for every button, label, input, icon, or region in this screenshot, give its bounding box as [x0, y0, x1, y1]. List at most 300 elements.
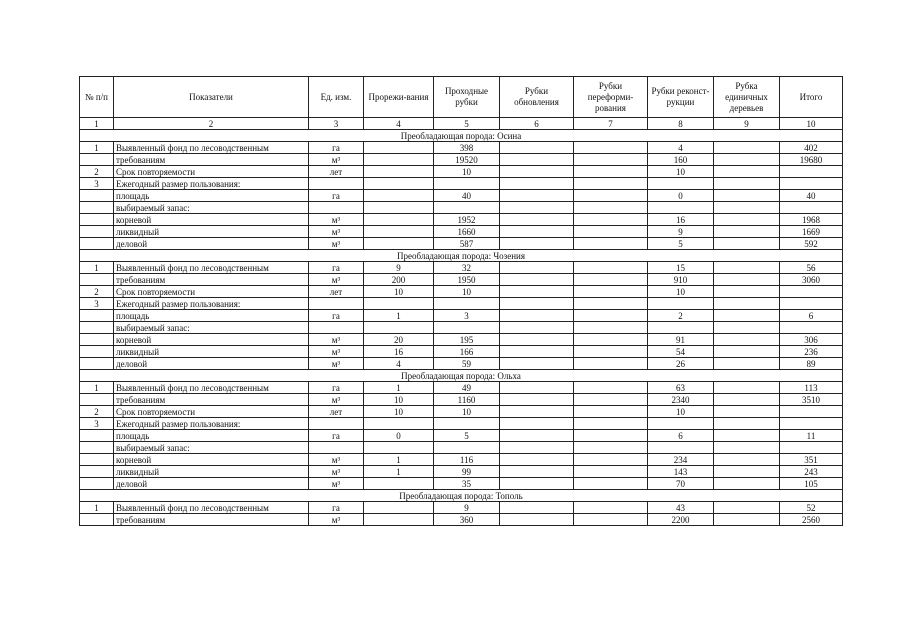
column-number: 10: [780, 118, 843, 130]
row-label: ликвидный: [114, 226, 309, 238]
total-value: [780, 418, 843, 430]
reconstruction-value: 0: [648, 190, 714, 202]
column-number: 4: [364, 118, 434, 130]
thinning-value: 9: [364, 262, 434, 274]
thinning-value: [364, 142, 434, 154]
table-row: [80, 346, 843, 358]
renewal-value: [500, 322, 574, 334]
column-number: 6: [500, 118, 574, 130]
table-row: [80, 310, 843, 322]
table-body: [80, 77, 843, 526]
row-unit: га: [309, 430, 364, 442]
passage-value: 166: [434, 346, 500, 358]
table-row: [80, 178, 843, 190]
reformation-value: [574, 430, 648, 442]
renewal-value: [500, 382, 574, 394]
row-number: 2: [80, 406, 114, 418]
total-value: 592: [780, 238, 843, 250]
passage-value: 3: [434, 310, 500, 322]
passage-value: 10: [434, 406, 500, 418]
row-unit: м³: [309, 154, 364, 166]
row-label: Срок повторяемости: [114, 166, 309, 178]
row-unit: [309, 202, 364, 214]
row-label: требованиям: [114, 394, 309, 406]
passage-value: [434, 178, 500, 190]
total-value: 3510: [780, 394, 843, 406]
reformation-value: [574, 346, 648, 358]
single-tree-value: [714, 454, 780, 466]
reconstruction-value: [648, 298, 714, 310]
row-number: 3: [80, 298, 114, 310]
thinning-value: 4: [364, 358, 434, 370]
row-number: [80, 442, 114, 454]
header-cell-indicators: Показатели: [114, 77, 309, 118]
table-row: [80, 418, 843, 430]
row-unit: [309, 178, 364, 190]
reconstruction-value: 54: [648, 346, 714, 358]
total-value: 11: [780, 430, 843, 442]
thinning-value: 1: [364, 454, 434, 466]
single-tree-value: [714, 262, 780, 274]
reconstruction-value: 2200: [648, 514, 714, 526]
thinning-value: [364, 502, 434, 514]
row-label: ликвидный: [114, 346, 309, 358]
section-title: Преобладающая порода: Осина: [80, 130, 843, 142]
passage-value: [434, 322, 500, 334]
row-label: корневой: [114, 454, 309, 466]
renewal-value: [500, 466, 574, 478]
row-unit: лет: [309, 166, 364, 178]
header-cell-unit: Ед. изм.: [309, 77, 364, 118]
table-row: [80, 166, 843, 178]
reformation-value: [574, 478, 648, 490]
single-tree-value: [714, 166, 780, 178]
passage-value: 195: [434, 334, 500, 346]
row-number: [80, 334, 114, 346]
total-value: 3060: [780, 274, 843, 286]
passage-value: 1160: [434, 394, 500, 406]
table-row: [80, 442, 843, 454]
section-title: Преобладающая порода: Ольха: [80, 370, 843, 382]
single-tree-value: [714, 394, 780, 406]
reformation-value: [574, 154, 648, 166]
row-unit: м³: [309, 478, 364, 490]
reconstruction-value: 5: [648, 238, 714, 250]
passage-value: 587: [434, 238, 500, 250]
single-tree-value: [714, 154, 780, 166]
reformation-value: [574, 394, 648, 406]
renewal-value: [500, 238, 574, 250]
table-row: [80, 502, 843, 514]
thinning-value: [364, 238, 434, 250]
thinning-value: [364, 478, 434, 490]
single-tree-value: [714, 442, 780, 454]
reconstruction-value: 10: [648, 286, 714, 298]
table-row: [80, 238, 843, 250]
passage-value: 1950: [434, 274, 500, 286]
column-number: 7: [574, 118, 648, 130]
table-row: [80, 190, 843, 202]
total-value: 2560: [780, 514, 843, 526]
row-unit: м³: [309, 238, 364, 250]
total-value: 236: [780, 346, 843, 358]
single-tree-value: [714, 406, 780, 418]
row-label: площадь: [114, 190, 309, 202]
total-value: 56: [780, 262, 843, 274]
total-value: [780, 178, 843, 190]
row-unit: м³: [309, 358, 364, 370]
total-value: 243: [780, 466, 843, 478]
thinning-value: [364, 202, 434, 214]
reconstruction-value: 63: [648, 382, 714, 394]
section-row: [80, 250, 843, 262]
row-number: [80, 394, 114, 406]
single-tree-value: [714, 346, 780, 358]
single-tree-value: [714, 202, 780, 214]
section-title: Преобладающая порода: Чозения: [80, 250, 843, 262]
renewal-value: [500, 418, 574, 430]
single-tree-value: [714, 478, 780, 490]
row-label: выбираемый запас:: [114, 442, 309, 454]
row-number: [80, 190, 114, 202]
total-value: 306: [780, 334, 843, 346]
thinning-value: 1: [364, 382, 434, 394]
renewal-value: [500, 454, 574, 466]
reformation-value: [574, 502, 648, 514]
row-unit: га: [309, 142, 364, 154]
reconstruction-value: 70: [648, 478, 714, 490]
thinning-value: 10: [364, 406, 434, 418]
row-number: [80, 466, 114, 478]
row-number: [80, 226, 114, 238]
column-number-row: [80, 118, 843, 130]
forest-use-table: [79, 76, 843, 526]
row-number: [80, 274, 114, 286]
single-tree-value: [714, 190, 780, 202]
renewal-value: [500, 430, 574, 442]
row-label: выбираемый запас:: [114, 322, 309, 334]
row-unit: м³: [309, 226, 364, 238]
column-number: 1: [80, 118, 114, 130]
reformation-value: [574, 454, 648, 466]
total-value: 351: [780, 454, 843, 466]
renewal-value: [500, 346, 574, 358]
reformation-value: [574, 274, 648, 286]
thinning-value: 10: [364, 394, 434, 406]
reconstruction-value: 26: [648, 358, 714, 370]
table-row: [80, 322, 843, 334]
row-number: [80, 346, 114, 358]
row-number: [80, 514, 114, 526]
reconstruction-value: 91: [648, 334, 714, 346]
row-label: деловой: [114, 478, 309, 490]
table-row: [80, 466, 843, 478]
header-cell-reformation-cutting: Рубки переформи-рования: [574, 77, 648, 118]
reconstruction-value: 4: [648, 142, 714, 154]
table-row: [80, 454, 843, 466]
header-cell-passage-cutting: Проходные рубки: [434, 77, 500, 118]
reconstruction-value: 234: [648, 454, 714, 466]
reconstruction-value: [648, 442, 714, 454]
row-label: требованиям: [114, 274, 309, 286]
column-number: 5: [434, 118, 500, 130]
table-row: [80, 334, 843, 346]
row-label: площадь: [114, 430, 309, 442]
row-number: 1: [80, 262, 114, 274]
row-label: выбираемый запас:: [114, 202, 309, 214]
row-unit: м³: [309, 346, 364, 358]
renewal-value: [500, 394, 574, 406]
reconstruction-value: 160: [648, 154, 714, 166]
column-number: 2: [114, 118, 309, 130]
passage-value: [434, 298, 500, 310]
table-row: [80, 478, 843, 490]
renewal-value: [500, 514, 574, 526]
single-tree-value: [714, 334, 780, 346]
reconstruction-value: 2340: [648, 394, 714, 406]
reconstruction-value: 10: [648, 166, 714, 178]
reconstruction-value: [648, 418, 714, 430]
single-tree-value: [714, 238, 780, 250]
column-number: 3: [309, 118, 364, 130]
row-label: Выявленный фонд по лесоводственным: [114, 142, 309, 154]
renewal-value: [500, 154, 574, 166]
row-unit: м³: [309, 466, 364, 478]
passage-value: [434, 418, 500, 430]
thinning-value: [364, 418, 434, 430]
row-label: Выявленный фонд по лесоводственным: [114, 382, 309, 394]
row-unit: га: [309, 262, 364, 274]
row-unit: [309, 418, 364, 430]
row-number: [80, 310, 114, 322]
thinning-value: 1: [364, 310, 434, 322]
header-row: [80, 77, 843, 118]
row-number: [80, 322, 114, 334]
table-row: [80, 226, 843, 238]
header-cell-thinning: Прорежи-вания: [364, 77, 434, 118]
renewal-value: [500, 262, 574, 274]
single-tree-value: [714, 286, 780, 298]
table-row: [80, 382, 843, 394]
total-value: 113: [780, 382, 843, 394]
table-row: [80, 262, 843, 274]
table-row: [80, 406, 843, 418]
row-label: Выявленный фонд по лесоводственным: [114, 262, 309, 274]
thinning-value: [364, 178, 434, 190]
single-tree-value: [714, 466, 780, 478]
total-value: [780, 442, 843, 454]
thinning-value: [364, 214, 434, 226]
row-label: деловой: [114, 358, 309, 370]
row-number: [80, 358, 114, 370]
row-number: 1: [80, 502, 114, 514]
reconstruction-value: [648, 202, 714, 214]
reformation-value: [574, 442, 648, 454]
total-value: [780, 286, 843, 298]
renewal-value: [500, 202, 574, 214]
row-number: [80, 478, 114, 490]
single-tree-value: [714, 418, 780, 430]
thinning-value: 16: [364, 346, 434, 358]
passage-value: 59: [434, 358, 500, 370]
total-value: 19680: [780, 154, 843, 166]
table-row: [80, 202, 843, 214]
row-label: требованиям: [114, 514, 309, 526]
row-unit: м³: [309, 454, 364, 466]
renewal-value: [500, 166, 574, 178]
row-label: Ежегодный размер пользования:: [114, 418, 309, 430]
row-label: Выявленный фонд по лесоводственным: [114, 502, 309, 514]
single-tree-value: [714, 214, 780, 226]
reformation-value: [574, 514, 648, 526]
section-row: [80, 490, 843, 502]
row-number: 2: [80, 286, 114, 298]
passage-value: 49: [434, 382, 500, 394]
renewal-value: [500, 334, 574, 346]
passage-value: 35: [434, 478, 500, 490]
passage-value: [434, 202, 500, 214]
table-row: [80, 154, 843, 166]
renewal-value: [500, 406, 574, 418]
renewal-value: [500, 190, 574, 202]
thinning-value: 0: [364, 430, 434, 442]
renewal-value: [500, 442, 574, 454]
row-number: [80, 238, 114, 250]
passage-value: 1660: [434, 226, 500, 238]
row-label: Срок повторяемости: [114, 406, 309, 418]
section-row: [80, 370, 843, 382]
thinning-value: [364, 442, 434, 454]
total-value: 1968: [780, 214, 843, 226]
reformation-value: [574, 214, 648, 226]
total-value: 52: [780, 502, 843, 514]
passage-value: 398: [434, 142, 500, 154]
reconstruction-value: [648, 178, 714, 190]
table-row: [80, 142, 843, 154]
table-row: [80, 394, 843, 406]
renewal-value: [500, 502, 574, 514]
row-label: площадь: [114, 310, 309, 322]
single-tree-value: [714, 382, 780, 394]
reformation-value: [574, 466, 648, 478]
column-number: 8: [648, 118, 714, 130]
table-row: [80, 430, 843, 442]
row-unit: м³: [309, 394, 364, 406]
row-unit: м³: [309, 514, 364, 526]
renewal-value: [500, 214, 574, 226]
column-number: 9: [714, 118, 780, 130]
reformation-value: [574, 226, 648, 238]
total-value: 402: [780, 142, 843, 154]
row-label: корневой: [114, 334, 309, 346]
reformation-value: [574, 202, 648, 214]
row-label: деловой: [114, 238, 309, 250]
reconstruction-value: 15: [648, 262, 714, 274]
reformation-value: [574, 238, 648, 250]
renewal-value: [500, 358, 574, 370]
reformation-value: [574, 406, 648, 418]
single-tree-value: [714, 298, 780, 310]
header-cell-renewal-cutting: Рубки обновления: [500, 77, 574, 118]
row-unit: м³: [309, 214, 364, 226]
renewal-value: [500, 478, 574, 490]
total-value: [780, 166, 843, 178]
table-row: [80, 298, 843, 310]
row-label: Ежегодный размер пользования:: [114, 178, 309, 190]
renewal-value: [500, 310, 574, 322]
row-number: [80, 154, 114, 166]
reformation-value: [574, 178, 648, 190]
reformation-value: [574, 358, 648, 370]
table-row: [80, 286, 843, 298]
reformation-value: [574, 166, 648, 178]
thinning-value: [364, 166, 434, 178]
passage-value: 360: [434, 514, 500, 526]
row-unit: лет: [309, 286, 364, 298]
reconstruction-value: [648, 322, 714, 334]
row-unit: [309, 322, 364, 334]
total-value: 40: [780, 190, 843, 202]
single-tree-value: [714, 430, 780, 442]
table-row: [80, 514, 843, 526]
thinning-value: [364, 322, 434, 334]
single-tree-value: [714, 310, 780, 322]
row-unit: га: [309, 382, 364, 394]
table-row: [80, 274, 843, 286]
row-label: Срок повторяемости: [114, 286, 309, 298]
row-number: 1: [80, 382, 114, 394]
header-cell-number: № п/п: [80, 77, 114, 118]
row-unit: лет: [309, 406, 364, 418]
thinning-value: 200: [364, 274, 434, 286]
passage-value: 19520: [434, 154, 500, 166]
total-value: [780, 298, 843, 310]
row-label: корневой: [114, 214, 309, 226]
section-row: [80, 130, 843, 142]
passage-value: 9: [434, 502, 500, 514]
single-tree-value: [714, 226, 780, 238]
thinning-value: 10: [364, 286, 434, 298]
row-number: 2: [80, 166, 114, 178]
thinning-value: [364, 154, 434, 166]
reformation-value: [574, 322, 648, 334]
passage-value: 10: [434, 286, 500, 298]
row-unit: [309, 442, 364, 454]
reconstruction-value: 6: [648, 430, 714, 442]
thinning-value: 20: [364, 334, 434, 346]
reformation-value: [574, 334, 648, 346]
row-label: ликвидный: [114, 466, 309, 478]
row-unit: га: [309, 190, 364, 202]
row-unit: га: [309, 310, 364, 322]
thinning-value: [364, 514, 434, 526]
single-tree-value: [714, 274, 780, 286]
reformation-value: [574, 310, 648, 322]
thinning-value: 1: [364, 466, 434, 478]
reformation-value: [574, 190, 648, 202]
row-unit: [309, 298, 364, 310]
reformation-value: [574, 382, 648, 394]
total-value: 105: [780, 478, 843, 490]
passage-value: [434, 442, 500, 454]
single-tree-value: [714, 358, 780, 370]
reconstruction-value: 43: [648, 502, 714, 514]
passage-value: 40: [434, 190, 500, 202]
reconstruction-value: 10: [648, 406, 714, 418]
row-label: требованиям: [114, 154, 309, 166]
header-cell-single-tree-cutting: Рубка единичных деревьев: [714, 77, 780, 118]
section-title: Преобладающая порода: Тополь: [80, 490, 843, 502]
